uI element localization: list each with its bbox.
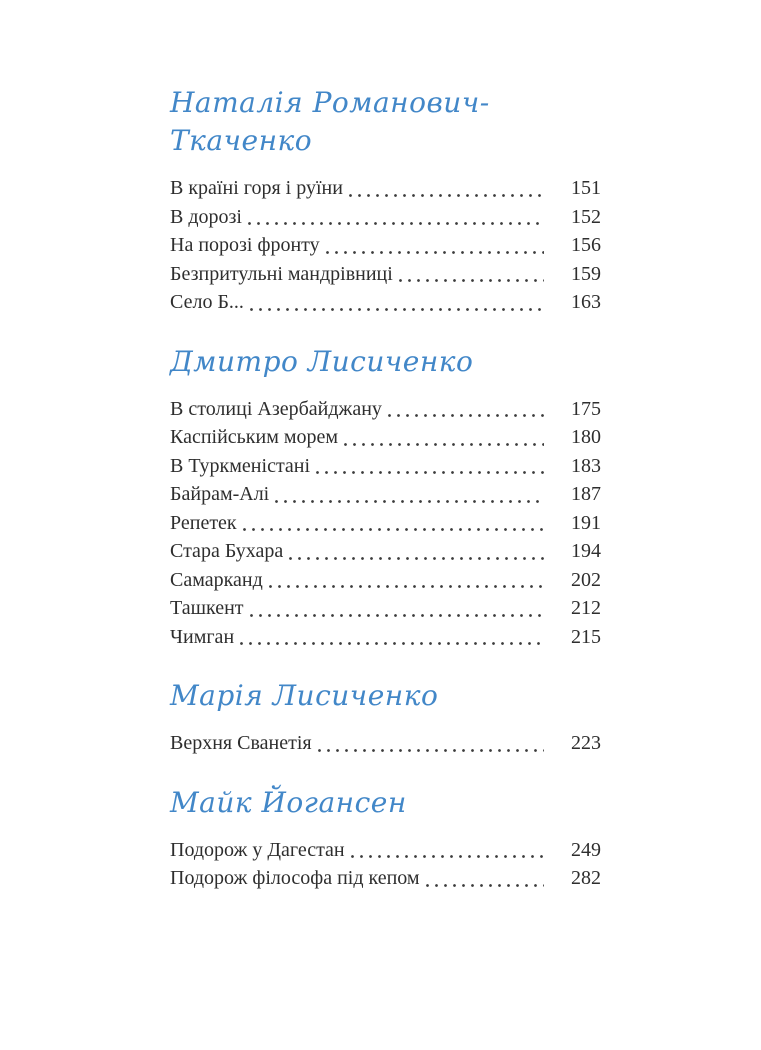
author-heading: Дмитро Лисиченко (170, 344, 474, 378)
author-heading: Марія Лисиченко (170, 679, 439, 712)
dot-leader (269, 566, 544, 595)
dot-leader (316, 452, 544, 481)
entry-title: Репетек (170, 511, 237, 534)
entry-title: На порозі фронту (170, 234, 320, 256)
dot-leader (326, 231, 544, 260)
dot-leader (344, 423, 544, 452)
entry-page-number: 163 (571, 291, 601, 313)
table-of-contents (170, 84, 601, 893)
toc-entry (170, 566, 601, 595)
toc-entry (170, 231, 601, 260)
entry-page-number: 215 (571, 625, 601, 648)
dot-leader (388, 395, 544, 424)
entry-title: В країні горя і руїни (170, 177, 343, 199)
entry-title: В дорозі (170, 205, 242, 228)
toc-entry (170, 174, 601, 203)
entry-title: Подорож філософа під кепом (170, 867, 420, 889)
entry-title: Подорож у Дагестан (170, 838, 345, 861)
toc-entry (170, 509, 601, 538)
entry-page-number: 249 (571, 838, 601, 861)
toc-entry (170, 594, 601, 623)
entry-title: Каспійським морем (170, 426, 339, 448)
dot-leader (275, 480, 544, 509)
entry-title: В столиці Азербайджану (170, 397, 382, 420)
entry-page-number: 191 (571, 511, 601, 534)
entry-title: Самарканд (170, 568, 263, 591)
entry-title: Село Б... (170, 291, 244, 313)
toc-entry (170, 423, 601, 452)
entry-page-number: 156 (571, 234, 601, 256)
toc-section (170, 677, 601, 758)
dot-leader (318, 729, 544, 758)
entry-page-number: 159 (571, 262, 601, 285)
dot-leader (349, 174, 544, 203)
entry-page-number: 194 (571, 540, 601, 562)
author-heading: Наталія Романович-Ткаченко (170, 86, 490, 157)
entry-page-number: 183 (571, 454, 601, 477)
entry-page-number: 151 (571, 177, 601, 199)
entry-page-number: 282 (571, 867, 601, 889)
entry-page-number: 212 (571, 597, 601, 619)
entry-page-number: 202 (571, 568, 601, 591)
toc-section (170, 784, 601, 893)
entry-page-number: 223 (571, 732, 601, 754)
toc-entry (170, 260, 601, 289)
entry-title: Ташкент (170, 597, 244, 619)
entry-title: В Туркменістані (170, 454, 311, 477)
toc-entry (170, 836, 601, 865)
entry-title: Чимган (170, 625, 235, 648)
dot-leader (248, 203, 544, 232)
entry-page-number: 152 (571, 205, 601, 228)
author-heading: Майк Йогансен (170, 785, 407, 819)
toc-entry (170, 537, 601, 566)
dot-leader (250, 288, 544, 317)
toc-entry (170, 480, 601, 509)
toc-entry (170, 203, 601, 232)
entry-title: Стара Бухара (170, 540, 284, 562)
toc-entry (170, 729, 601, 758)
entry-title: Байрам-Алі (170, 483, 270, 505)
toc-entry (170, 623, 601, 652)
entry-page-number: 180 (571, 426, 601, 448)
entry-title: Безпритульні мандрівниці (170, 262, 393, 285)
toc-entry (170, 288, 601, 317)
entry-page-number: 187 (571, 483, 601, 505)
entry-title: Верхня Сванетія (170, 732, 312, 754)
toc-entry (170, 452, 601, 481)
dot-leader (240, 623, 544, 652)
toc-entry (170, 864, 601, 893)
dot-leader (426, 864, 544, 893)
toc-entry (170, 395, 601, 424)
toc-section (170, 84, 601, 317)
dot-leader (250, 594, 544, 623)
toc-section (170, 343, 601, 652)
entry-page-number: 175 (571, 397, 601, 420)
dot-leader (351, 836, 544, 865)
dot-leader (289, 537, 544, 566)
dot-leader (399, 260, 544, 289)
dot-leader (243, 509, 544, 538)
